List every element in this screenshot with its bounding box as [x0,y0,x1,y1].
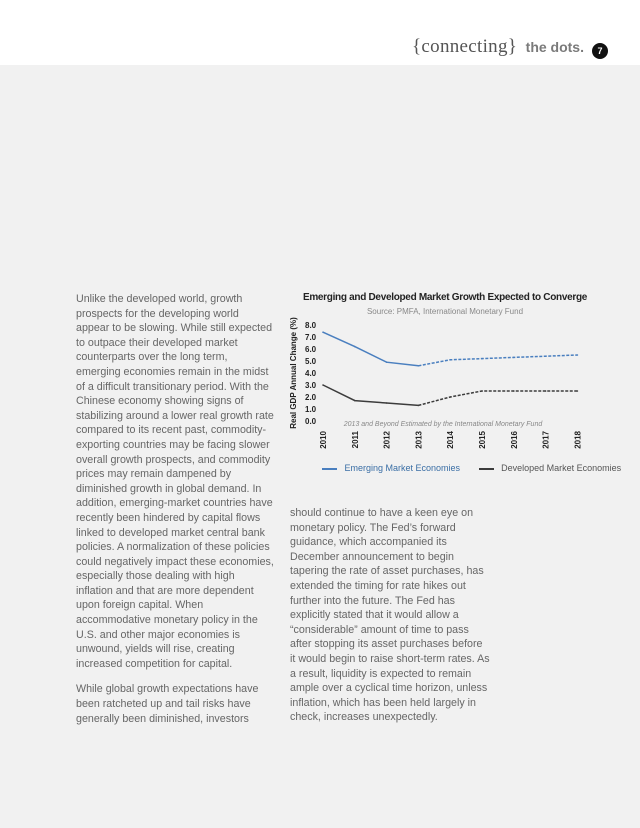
x-tick-label: 2016 [509,431,519,449]
data-point [449,359,451,361]
series-line-actual [323,385,418,405]
legend-label-emerging: Emerging Market Economies [344,463,461,473]
x-tick-label: 2017 [541,431,551,449]
x-tick-label: 2011 [350,431,360,449]
x-tick-label: 2013 [414,431,424,449]
data-point [545,355,547,357]
legend-swatch-emerging [322,468,337,470]
data-point [545,390,547,392]
y-tick-label: 8.0 [305,321,317,330]
x-tick-label: 2018 [573,431,583,449]
paragraph: Unlike the developed world, growth prospects for the developing world appear to be slowing. While still expected to outpace their developed market counterparts over the long term, emerging economies remain in the midst of a difficult transitionary period. With the Chinese economy showing signs of stabilizing around a lower real growth rate compared to its recent past, commodity-exporting countries may be facing slower overall growth prospects, and commodity prices may remain dampened by diminished growth in global demand. In addition, emerging-market countries have recently been hindered by capital flows linked to developed market central bank policies. A normalization of these policies could negatively impact these economies, especially those dealing with high inflation and that are more dependent upon foreign capital. When accommodative monetary policy in the U.S. and other major economies is unwound, yields will rise, creating increased competition for capital. [76,293,274,670]
data-point [386,402,388,404]
data-point [481,390,483,392]
data-point [322,384,324,386]
y-axis-label: Real GDP Annual Change (%) [289,317,298,429]
x-tick-label: 2012 [382,431,392,449]
y-tick-label: 0.0 [305,417,317,426]
legend-swatch-developed [479,468,494,470]
data-point [418,405,420,407]
data-point [577,354,579,356]
text-column-left [76,292,274,726]
paragraph: While global growth expectations have been ratcheted up and tail risks have generally been diminished, investors [76,683,259,725]
brand-logo [412,36,584,58]
series-line-estimated [418,355,577,366]
y-tick-label: 6.0 [305,345,317,354]
data-point [449,396,451,398]
chart-title: Emerging and Developed Market Growth Expected to Converge [302,292,588,303]
chart-annotation: 2013 and Beyond Estimated by the International Monetary Fund [343,421,543,428]
data-point [386,361,388,363]
x-tick-label: 2010 [319,431,328,449]
line-chart [285,315,595,455]
data-point [577,390,579,392]
chart-legend [322,463,637,473]
x-tick-label: 2015 [478,431,487,449]
data-point [513,390,515,392]
y-tick-label: 4.0 [305,369,317,378]
y-tick-label: 2.0 [305,393,317,402]
y-tick-label: 3.0 [305,381,317,390]
brand-word: {connecting} [412,36,518,57]
data-point [322,331,324,333]
page-header [0,0,640,65]
legend-item-emerging [322,463,460,473]
data-point [354,346,356,348]
y-tick-label: 5.0 [305,357,317,366]
data-point [418,365,420,367]
data-point [513,357,515,359]
paragraph: should continue to have a keen eye on monetary policy. The Fed’s forward guidance, which accompanied its December announcement to begin tapering the rate of asset purchases, has extended the timing for rate hikes out further into the future. The Fed has explicitly stated that it would allow a “considerable” amount of time to pass after stopping its asset purchases before it would begin to raise short-term rates. As a result, liquidity is expected to remain ample over a cyclical time horizon, unless inflation, which has been held largely in check, increases unexpectedly. [290,507,490,724]
text-column-right [290,506,490,725]
legend-item-developed [479,463,622,473]
page-number-badge: 7 [592,43,608,59]
series-line-actual [323,332,418,366]
chart-source: Source: PMFA, International Monetary Fund [366,307,524,316]
data-point [481,358,483,360]
y-tick-label: 7.0 [305,333,317,342]
legend-label-developed: Developed Market Economies [501,463,622,473]
brand-tagline: the dots. [525,39,584,55]
series-line-estimated [418,391,577,405]
y-tick-label: 1.0 [305,405,317,414]
data-point [354,400,356,402]
x-tick-label: 2014 [446,431,456,449]
